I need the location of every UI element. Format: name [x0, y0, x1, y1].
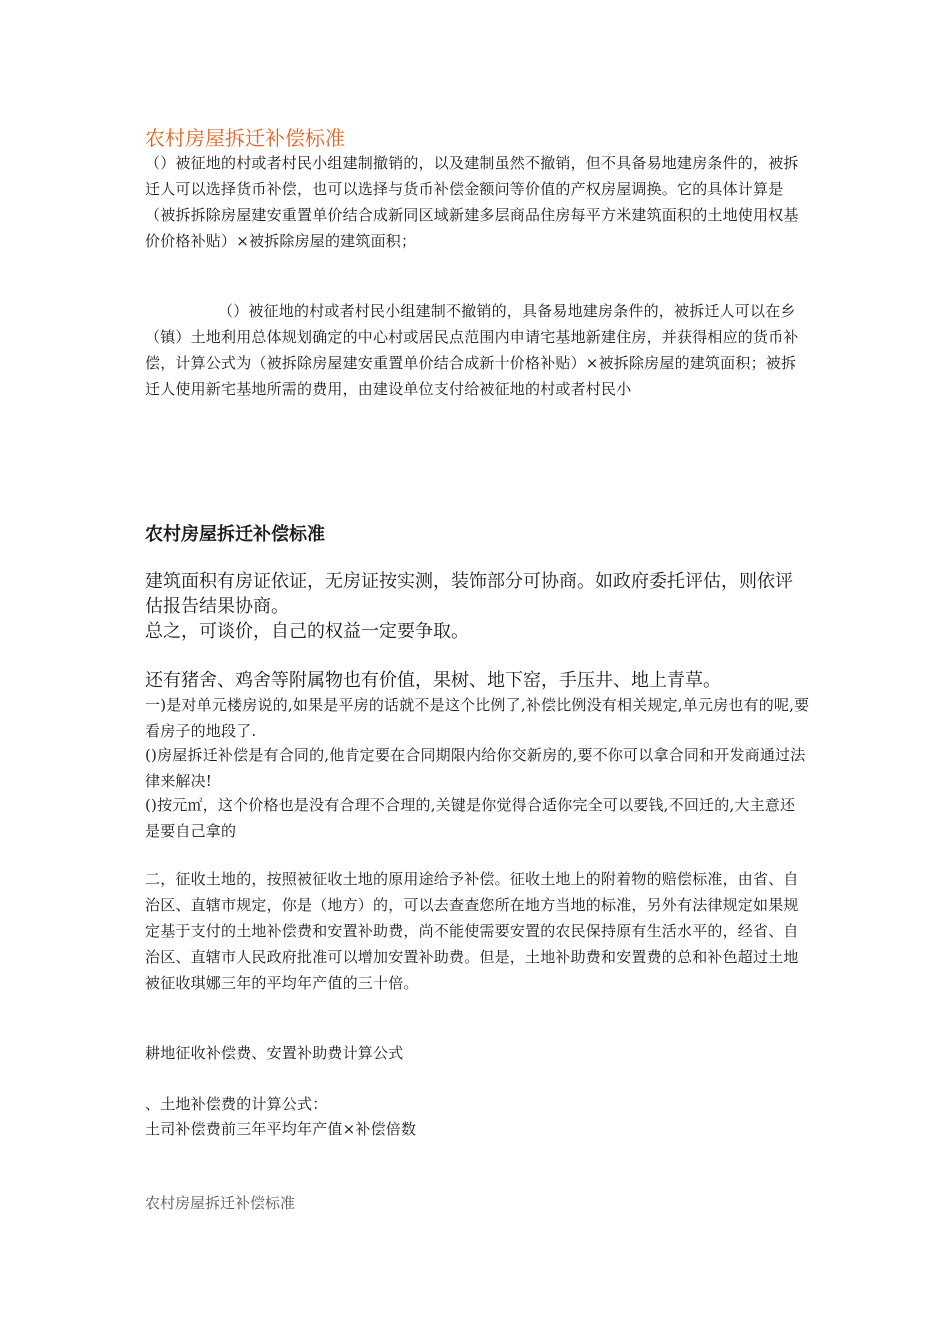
list-item-price: ()按元㎡，这个价格也是没有合理不合理的,关键是你觉得合适你完全可以要钱,不回迁的,大主意还是要自己拿的 — [145, 796, 796, 840]
footer-title: 农村房屋拆迁补偿标准 — [145, 1194, 296, 1212]
paragraph-attachments: 还有猪舍、鸡舍等附属物也有价值，果树、地下窑，手压井、地上青草。 — [145, 670, 721, 691]
list-item-contract: ()房屋拆迁补偿是有合同的,他肯定要在合同期限内给你交新房的,要不你可以拿合同和开发商通过法律来解决! — [145, 746, 806, 790]
paragraph-land-acquisition: 二，征收土地的，按照被征收土地的原用途给予补偿。征收土地上的附着物的赔偿标准，由省、自治区、直辖市规定，你是（地方）的，可以去查查您所在地方当地的标准，另外有法律规定如果规定基于支付的土地补偿费和安置补助费，尚不能使需要安置的农民保持原有生活水平的，经省、自治区、直辖市人民政府批准可以增加安置补助费。但是，土地补助费和安置费的总和补色超过土地被征收琪娜三年的平均年产值的三十倍。 — [145, 870, 799, 992]
formula-heading: 耕地征收补偿费、安置补助费计算公式 — [145, 1044, 404, 1062]
formula-subheading: 、土地补偿费的计算公式： — [145, 1095, 328, 1113]
list-item-ratio: 一)是对单元楼房说的,如果是平房的话就不是这个比例了,补偿比例没有相关规定,单元房也有的呢,要看房子的地段了. — [145, 696, 810, 740]
paragraph-monetary-compensation: （）被征地的村或者村民小组建制撤销的，以及建制虽然不撤销，但不具备易地建房条件的，被拆迁人可以选择货币补偿，也可以选择与货币补偿金额问等价值的产权房屋调换。它的具体计算是（被拆拆除房屋建安重置单价结合成新同区域新建多层商品住房每平方米建筑面积的土地使用权基价价格补贴）×被拆除房屋的建筑面积； — [145, 154, 799, 250]
section-title-orange: 农村房屋拆迁补偿标准 — [145, 126, 345, 150]
paragraph-homestead-rebuild: （）被征地的村或者村民小组建制不撤销的，具备易地建房条件的，被拆迁人可以在乡（镇）土地利用总体规划确定的中心村或居民点范围内申请宅基地新建住房，并获得相应的货币补偿，计算公式为（被拆除房屋建安重置单价结合成新十价格补贴）×被拆除房屋的建筑面积；被拆迁人使用新宅基地所需的费用，由建设单位支付给被征地的村或者村民小 — [145, 302, 799, 398]
paragraph-building-area: 建筑面积有房证依证，无房证按实测，装饰部分可协商。如政府委托评估，则依评估报告结果协商。 — [145, 571, 793, 617]
formula-line: 土司补偿费前三年平均年产值×补偿倍数 — [145, 1120, 417, 1138]
paragraph-negotiate: 总之，可谈价，自己的权益一定要争取。 — [145, 621, 469, 642]
section-title-bold: 农村房屋拆迁补偿标准 — [145, 524, 325, 545]
